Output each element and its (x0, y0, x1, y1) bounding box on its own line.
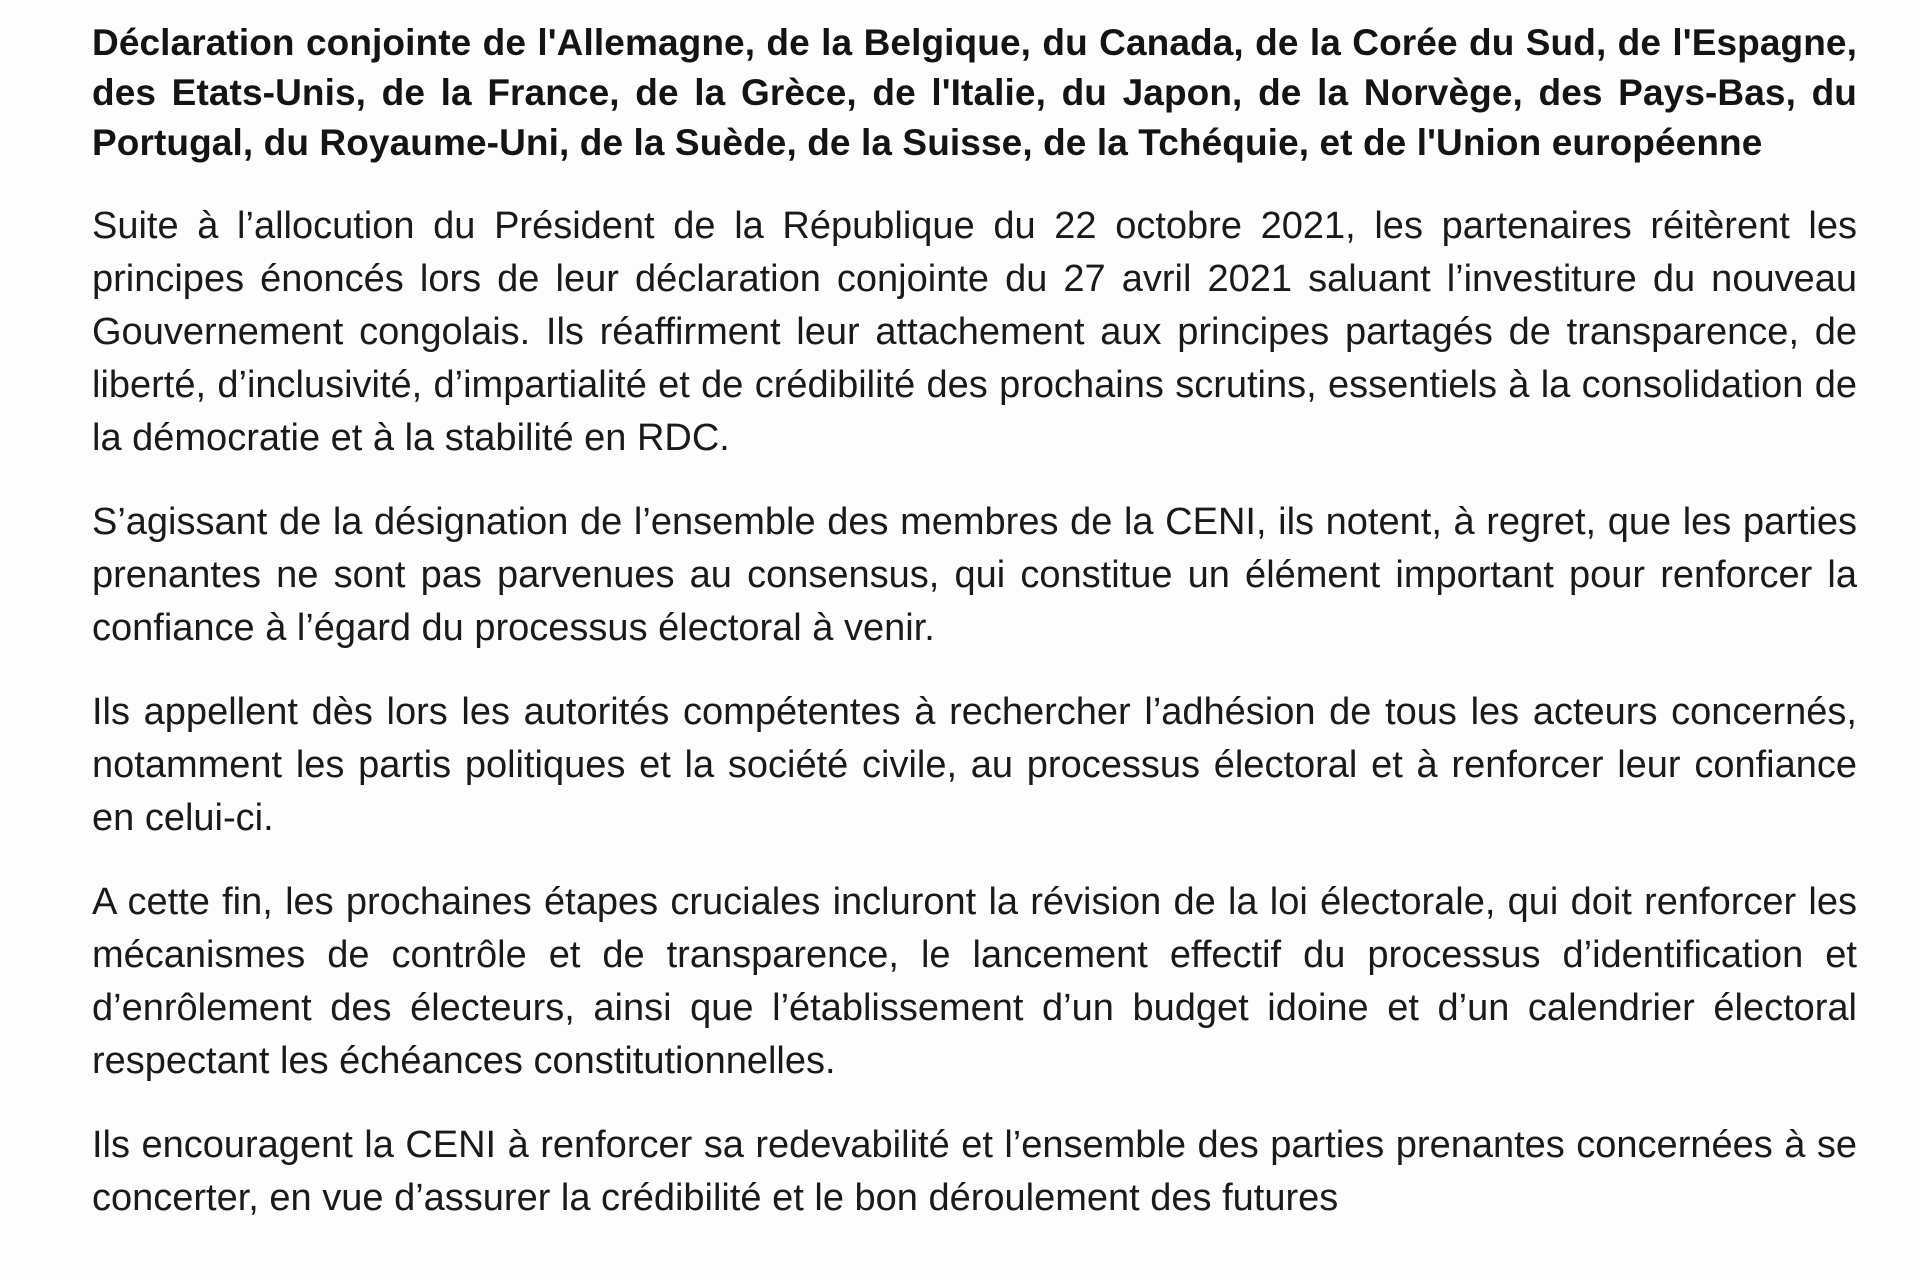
paragraph-ceni-accountability: Ils encouragent la CENI à renforcer sa redevabilité et l’ensemble des parties prenantes concernées à se concerter, en vue d’assurer la crédibilité et le bon déroulement des futures (92, 1124, 1857, 1219)
paragraph-allocution: Suite à l’allocution du Président de la République du 22 octobre 2021, les partenaires réitèrent les principes énoncés lors de leur déclaration conjointe du 27 avril 2021 saluant l’investiture du nouveau Gouvernement congolais. Ils réaffirment leur attachement aux principes partagés de transparence, de liberté, d’inclusivité, d’impartialité et de crédibilité des prochains scrutins, essentiels à la consolidation de la démocratie et à la stabilité en RDC. (92, 205, 1857, 459)
paragraph-next-steps: A cette fin, les prochaines étapes cruciales incluront la révision de la loi électorale, qui doit renforcer les mécanismes de contrôle et de transparence, le lancement effectif du processus d’identification et d’enrôlement des électeurs, ainsi que l’établissement d’un budget idoine et d’un calendrier électoral respectant les échéances constitutionnelles. (92, 881, 1857, 1082)
paragraph-ceni-designation: S’agissant de la désignation de l’ensemble des membres de la CENI, ils notent, à regret, que les parties prenantes ne sont pas parvenues au consensus, qui constitue un élément important pour renforcer la confiance à l’égard du processus électoral à venir. (92, 501, 1857, 649)
declaration-title: Déclaration conjointe de l'Allemagne, de la Belgique, du Canada, de la Corée du Sud, de l'Espagne, des Etats-Unis, de la France, de la Grèce, de l'Italie, du Japon, de la Norvège, des Pays-Bas, du Portugal, du Royaume-Uni, de la Suède, de la Suisse, de la Tchéquie, et de l'Union européenne (92, 22, 1857, 163)
document-body (92, 18, 1857, 1256)
paragraph-call-to-authorities: Ils appellent dès lors les autorités compétentes à rechercher l’adhésion de tous les acteurs concernés, notamment les partis politiques et la société civile, au processus électoral et à renforcer leur confiance en celui-ci. (92, 691, 1857, 839)
